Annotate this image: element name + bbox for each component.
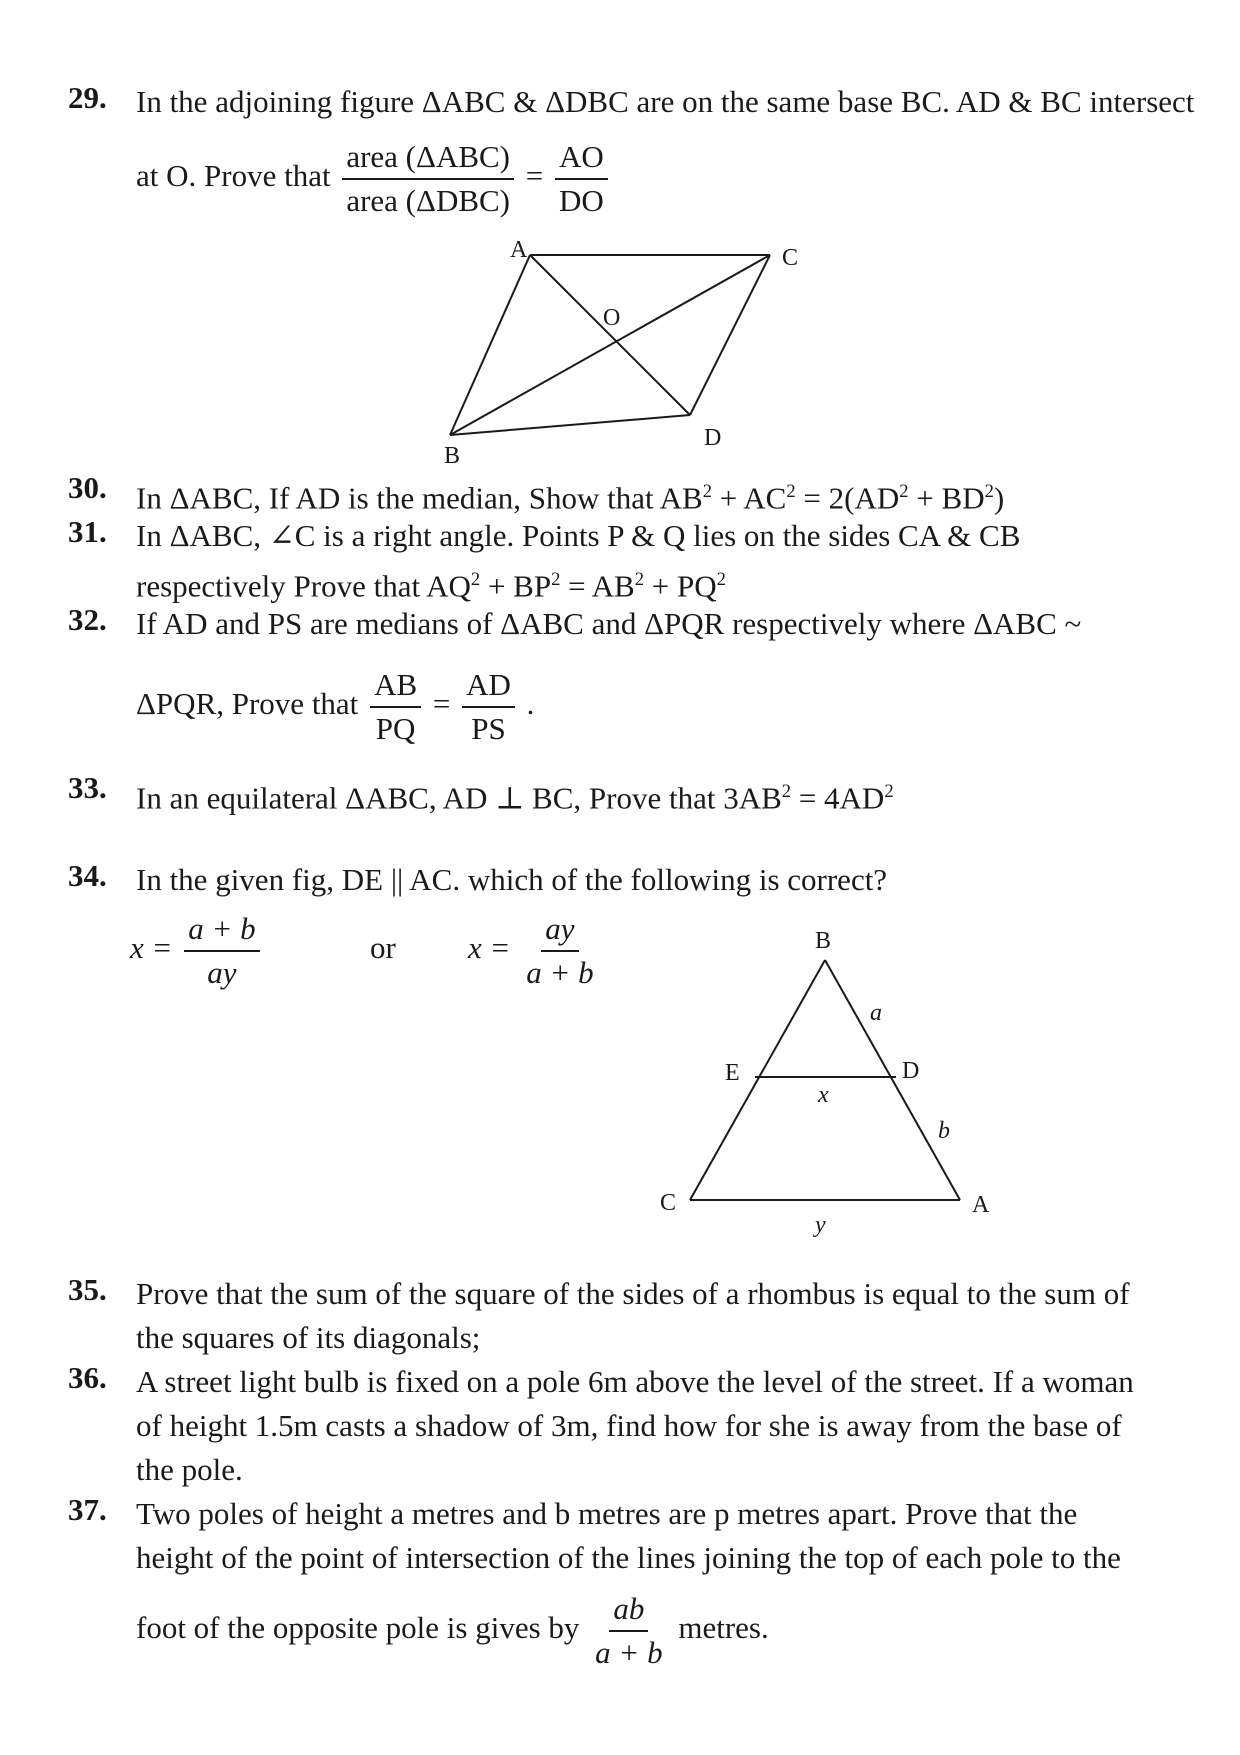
question-text <box>136 1272 1240 1360</box>
text-part: + BP <box>480 568 552 604</box>
question-29-equation <box>136 138 612 220</box>
equation-lead: ΔPQR, Prove that <box>136 686 359 722</box>
question-32-equation <box>136 666 534 748</box>
label-y: y <box>815 1212 826 1238</box>
exponent: 2 <box>786 481 796 502</box>
text-part: ) <box>993 480 1005 516</box>
label-d: D <box>704 425 722 451</box>
equation-lead: foot of the opposite pole is gives by <box>136 1610 580 1646</box>
fraction-numerator: AB <box>370 666 421 708</box>
text-part: = AB <box>560 568 635 604</box>
question-number: 34. <box>68 858 107 893</box>
fraction-denominator: a + b <box>595 1635 663 1670</box>
label-d: D <box>902 1058 920 1084</box>
option-fraction <box>522 910 597 992</box>
question-text <box>136 1360 1240 1492</box>
text-line: Two poles of height a metres and b metres are p metres apart. Prove that the <box>136 1496 1078 1531</box>
question-text <box>136 514 1240 608</box>
equals-sign: = <box>525 158 544 194</box>
text-part: In ΔABC, If AD is the median, Show that AB <box>136 480 703 516</box>
text-line: of height 1.5m casts a shadow of 3m, find how for she is away from the base of <box>136 1408 1122 1443</box>
label-c: C <box>660 1190 677 1216</box>
exponent: 2 <box>702 481 713 502</box>
exponent: 2 <box>716 569 726 590</box>
option-lhs: x = <box>468 930 511 966</box>
text-line <box>136 558 1240 608</box>
segment-bc <box>450 255 770 435</box>
side-ba <box>825 960 960 1200</box>
exponent: 2 <box>470 569 481 590</box>
option-lhs: x = <box>130 930 173 966</box>
text-part: = 2(AD <box>795 480 900 516</box>
side-bc <box>690 960 825 1200</box>
equals-sign: = <box>432 686 451 722</box>
question-number: 35. <box>68 1272 107 1307</box>
text-line: the squares of its diagonals; <box>136 1320 481 1355</box>
fraction-denominator: area (ΔDBC) <box>346 183 511 218</box>
question-text: If AD and PS are medians of ΔABC and ΔPQR respectively where ΔABC ~ <box>136 606 1082 641</box>
label-x: x <box>818 1082 829 1108</box>
label-c: C <box>782 245 799 271</box>
text-part: = 4AD <box>791 780 885 816</box>
fraction-numerator: ay <box>541 910 578 952</box>
text-part: respectively Prove that AQ <box>136 568 471 604</box>
text-line: A street light bulb is fixed on a pole 6m above the level of the street. If a woman <box>136 1364 1134 1399</box>
label-a: A <box>972 1192 990 1218</box>
exponent: 2 <box>634 569 645 590</box>
equation-lead: at O. Prove that <box>136 158 331 194</box>
exponent: 2 <box>899 481 909 502</box>
fraction-numerator: a + b <box>184 910 259 952</box>
question-text: In the given fig, DE || AC. which of the following is correct? <box>136 862 888 897</box>
question-number: 33. <box>68 770 107 805</box>
text-part: + AC <box>712 480 787 516</box>
exponent: 2 <box>551 569 561 590</box>
segment-ab <box>450 255 530 435</box>
fraction-numerator: AO <box>555 138 608 180</box>
fraction-ad-ps <box>462 666 515 748</box>
or-word: or <box>370 930 396 965</box>
area-fraction <box>342 138 514 220</box>
question-text <box>136 770 1240 820</box>
label-e: E <box>725 1060 740 1086</box>
equation-end: metres. <box>678 1610 769 1646</box>
question-text: In the adjoining figure ΔABC & ΔDBC are on the same base BC. AD & BC intersect <box>136 84 1195 119</box>
height-fraction <box>591 1590 666 1672</box>
label-a: A <box>510 237 528 263</box>
option-2 <box>468 910 602 992</box>
question-text <box>136 470 1240 520</box>
question-number: 37. <box>68 1492 107 1527</box>
text-part: + PQ <box>644 568 717 604</box>
fraction-denominator: ay <box>207 955 237 990</box>
triangle-figure <box>650 920 1010 1240</box>
fraction-denominator: DO <box>559 183 604 218</box>
text-line: the pole. <box>136 1452 243 1487</box>
fraction-numerator: area (ΔABC) <box>342 138 514 180</box>
question-number: 32. <box>68 602 107 637</box>
question-37-equation <box>136 1590 769 1672</box>
question-number: 30. <box>68 470 107 505</box>
label-b-lower: b <box>938 1118 950 1144</box>
question-text <box>136 1492 1240 1580</box>
label-b: B <box>815 928 832 954</box>
option-fraction <box>184 910 259 992</box>
text-line: Prove that the sum of the square of the sides of a rhombus is equal to the sum of <box>136 1276 1130 1311</box>
exponent: 2 <box>781 781 792 802</box>
fraction-denominator: a + b <box>526 955 594 990</box>
quadrilateral-figure <box>420 235 820 465</box>
text-line: In ΔABC, ∠C is a right angle. Points P & Q lies on the sides CA & CB <box>136 518 1021 553</box>
option-1 <box>130 910 264 992</box>
label-a-lower: a <box>870 1000 882 1026</box>
question-number: 31. <box>68 514 107 549</box>
fraction-numerator: ab <box>609 1590 648 1632</box>
label-o: O <box>603 305 621 331</box>
text-part: + BD <box>908 480 985 516</box>
text-part: In an equilateral ΔABC, AD ⊥ BC, Prove that 3AB <box>136 780 782 816</box>
exponent: 2 <box>984 481 994 502</box>
fraction-ab-pq <box>370 666 421 748</box>
fraction-numerator: AD <box>462 666 515 708</box>
segment-fraction <box>555 138 608 220</box>
fraction-denominator: PQ <box>375 711 416 746</box>
exponent: 2 <box>884 781 894 802</box>
fraction-denominator: PS <box>471 711 506 746</box>
segment-bd <box>450 415 690 435</box>
question-number: 29. <box>68 80 107 115</box>
segment-ad <box>530 255 690 415</box>
text-line: height of the point of intersection of the lines joining the top of each pole to the <box>136 1540 1121 1575</box>
period: . <box>526 686 535 722</box>
label-b: B <box>444 443 461 465</box>
question-number: 36. <box>68 1360 107 1395</box>
segment-cd <box>690 255 770 415</box>
